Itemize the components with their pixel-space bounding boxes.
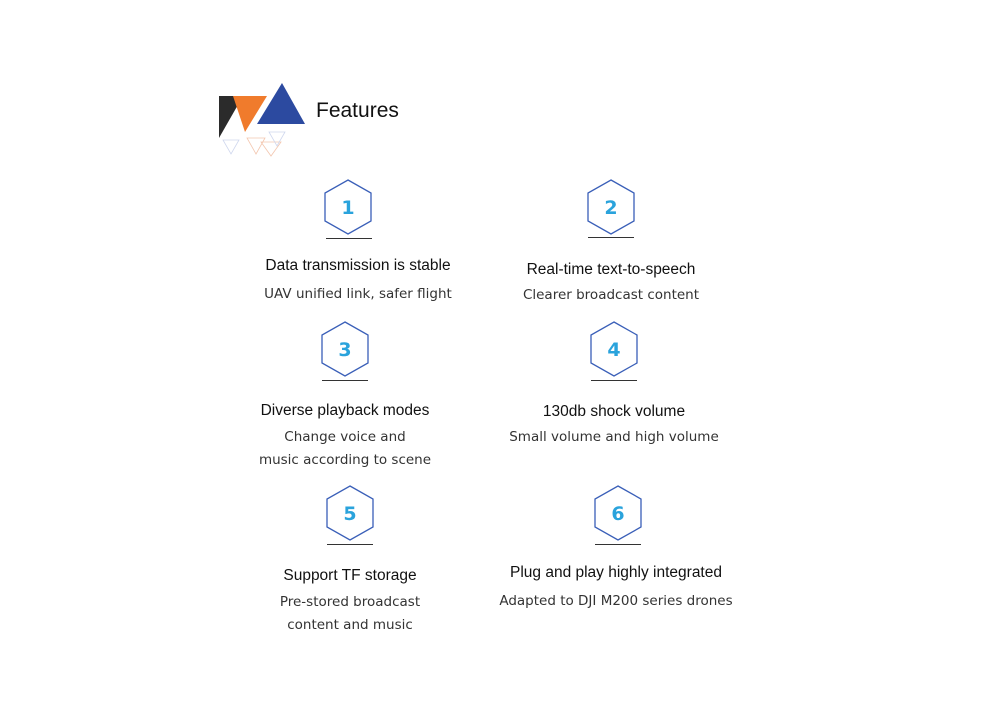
feature-title: 130db shock volume (542, 403, 686, 420)
feature-description-line: Small volume and high volume (509, 429, 719, 445)
hexagon-badge-2 (585, 178, 637, 236)
feature-description-line: content and music (287, 617, 413, 633)
feature-item (218, 176, 498, 310)
hexagon-icon (592, 484, 644, 542)
feature-description (476, 590, 756, 613)
feature-description-line: Adapted to DJI M200 series drones (499, 593, 733, 609)
hexagon-icon (585, 178, 637, 236)
feature-title: Real-time text-to-speech (526, 261, 696, 278)
hexagon-badge-5 (324, 484, 376, 542)
divider (591, 380, 637, 381)
divider (595, 544, 641, 545)
feature-title: Diverse playback modes (260, 402, 430, 419)
feature-description-line: music according to scene (258, 452, 432, 468)
hexagon-badge-4 (588, 320, 640, 378)
feature-number: 5 (343, 503, 357, 525)
divider (322, 380, 368, 381)
feature-item (476, 484, 756, 618)
feature-item (205, 320, 485, 470)
feature-item (471, 176, 751, 310)
hexagon-icon (324, 484, 376, 542)
feature-number: 2 (604, 197, 618, 219)
divider (588, 237, 634, 238)
page-title: Features (316, 99, 399, 122)
feature-item (210, 484, 490, 634)
feature-title: Support TF storage (283, 567, 417, 584)
feature-description (210, 591, 490, 637)
feature-description-line: Change voice and (284, 429, 406, 445)
hexagon-badge-3 (319, 320, 371, 378)
hexagon-badge-1 (322, 178, 374, 236)
feature-title: Data transmission is stable (265, 257, 451, 274)
feature-item (474, 320, 754, 454)
feature-description-line: Clearer broadcast content (522, 287, 700, 303)
feature-description (218, 283, 498, 306)
feature-description-line: Pre-stored broadcast (279, 594, 421, 610)
feature-title: Plug and play highly integrated (510, 564, 722, 581)
divider (327, 544, 373, 545)
feature-description (205, 426, 485, 472)
hexagon-badge-6 (592, 484, 644, 542)
hexagon-icon (322, 178, 374, 236)
feature-description (471, 284, 751, 307)
feature-number: 1 (341, 197, 355, 219)
feature-number: 3 (338, 339, 352, 361)
feature-description-line: UAV unified link, safer flight (264, 286, 452, 302)
hexagon-icon (588, 320, 640, 378)
feature-number: 4 (607, 339, 621, 361)
feature-description (474, 426, 754, 449)
hexagon-icon (319, 320, 371, 378)
triangles-logo-icon (216, 80, 308, 158)
feature-number: 6 (611, 503, 625, 525)
divider (326, 238, 372, 239)
